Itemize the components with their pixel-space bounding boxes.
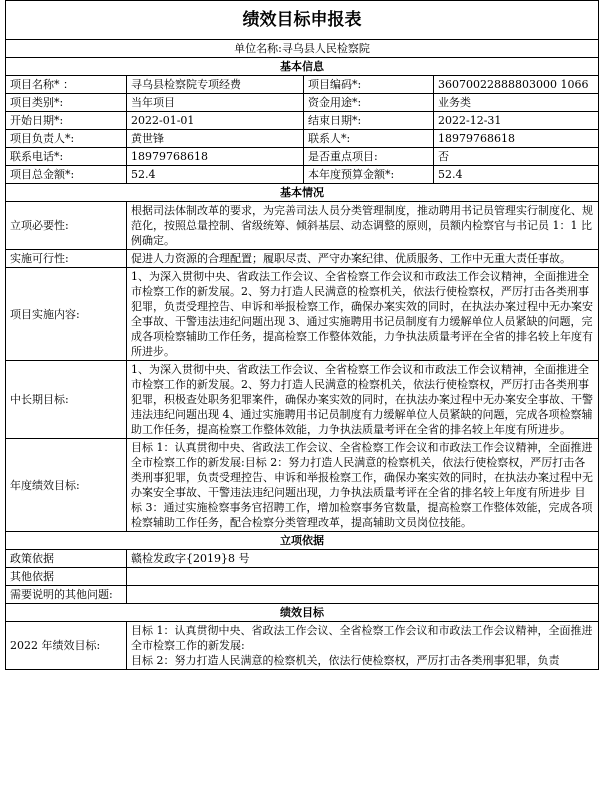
field-label: 年度绩效目标: xyxy=(6,439,127,532)
policy-basis: 赣检发政字{2019}8 号 xyxy=(127,550,599,568)
table-row xyxy=(6,94,599,112)
project-code: 36070022888803000 1066 xyxy=(434,76,599,94)
field-label: 立项必要性: xyxy=(6,202,127,250)
field-label: 其他依据 xyxy=(6,568,127,586)
field-label: 项目实施内容: xyxy=(6,268,127,361)
field-label: 结束日期*: xyxy=(304,112,434,130)
necessity-text: 根据司法体制改革的要求，为完善司法人员分类管理制度，推动聘用书记员管理实行制度化、规范化，按照总量控制、省级统筹、倾斜基层、动态调整的原则，员额内检察官与书记员 1：1 比例确定。 xyxy=(127,202,599,250)
field-label: 项目名称* ： xyxy=(6,76,127,94)
field-label: 联系电话*: xyxy=(6,148,127,166)
field-label: 联系人*: xyxy=(304,130,434,148)
field-label: 是否重点项目: xyxy=(304,148,434,166)
long-term-goal-text: 1、为深入贯彻中央、省政法工作会议、全省检察工作会议和市政法工作会议精神，全面推进全市检察工作的新发展。2、努力打造人民满意的检察机关，依法行使检察权，严厉打击各类刑事犯罪，积极查处职务犯罪案件，确保办案实效的同时，在执法办案过程中无办案安全事故、干警违法违纪问题出现 4、通过实施聘用书记员制度有力缓解单位人员紧缺的问题，完成各项检察辅助工作任务，提高检察工作整体效能，力争执法质量考评在全省的排名较上年度有所进步。 xyxy=(127,361,599,439)
other-basis xyxy=(127,568,599,586)
field-label: 资金用途*: xyxy=(304,94,434,112)
section-basis: 立项依据 xyxy=(6,532,599,550)
field-label: 中长期目标: xyxy=(6,361,127,439)
unit-name: 单位名称:寻乌县人民检察院 xyxy=(6,40,599,58)
contact-person: 18979768618 xyxy=(434,130,599,148)
table-row xyxy=(6,166,599,184)
start-date: 2022-01-01 xyxy=(127,112,304,130)
table-row xyxy=(6,148,599,166)
project-name: 寻乌县检察院专项经费 xyxy=(127,76,304,94)
field-label: 实施可行性: xyxy=(6,250,127,268)
field-label: 项目负责人*: xyxy=(6,130,127,148)
form-table xyxy=(5,0,599,670)
table-row xyxy=(6,130,599,148)
table-row xyxy=(6,550,599,568)
section-basic-info: 基本信息 xyxy=(6,58,599,76)
table-row xyxy=(6,202,599,250)
project-category: 当年项目 xyxy=(127,94,304,112)
section-basic-situation: 基本情况 xyxy=(6,184,599,202)
annual-budget: 52.4 xyxy=(434,166,599,184)
fund-usage: 业务类 xyxy=(434,94,599,112)
implementation-text: 1、为深入贯彻中央、省政法工作会议、全省检察工作会议和市政法工作会议精神，全面推进全市检察工作的新发展。2、努力打造人民满意的检察机关，依法行使检察权，严厉打击各类刑事犯罪，负责受理控告、申诉和举报检察工作，确保办案实效的同时，在执法办案过程中无办案安全事故、干警违法违纪问题出现 3、通过实施聘用书记员制度有力缓解单位人员紧缺的问题，完成各项检察辅助工作任务，提高检察工作整体效能，力争执法质量考评在全省的排名较上年度有所进步。 xyxy=(127,268,599,361)
table-row xyxy=(6,361,599,439)
annual-goal-text: 目标 1：认真贯彻中央、省政法工作会议、全省检察工作会议和市政法工作会议精神，全面推进全市检察工作的新发展:目标 2：努力打造人民满意的检察机关，依法行使检察权，严厉打击各类刑事犯罪，负责受理控告、申诉和举报检察工作，确保办案实效的同时，在执法办案过程中无办案安全事故、干警违法违纪问题出现，力争执法质量考评在全省的排名较上年度有所进步 目标 3：通过实施检察事务官招聘工作，增加检察事务官数量，提高检察工作整体效能，完成各项检察辅助工作任务，配合检察分类管理改革，提高辅助文员岗位技能。 xyxy=(127,439,599,532)
field-label: 需要说明的其他问题: xyxy=(6,586,127,604)
contact-phone: 18979768618 xyxy=(127,148,304,166)
table-row xyxy=(6,250,599,268)
field-label: 政策依据 xyxy=(6,550,127,568)
table-row xyxy=(6,568,599,586)
field-label: 本年度预算金额*: xyxy=(304,166,434,184)
table-row xyxy=(6,622,599,670)
field-label: 项目类别*: xyxy=(6,94,127,112)
field-label: 项目编码*: xyxy=(304,76,434,94)
end-date: 2022-12-31 xyxy=(434,112,599,130)
table-row xyxy=(6,76,599,94)
table-row xyxy=(6,586,599,604)
performance-goal-form xyxy=(5,0,598,670)
table-row xyxy=(6,112,599,130)
total-amount: 52.4 xyxy=(127,166,304,184)
is-key-project: 否 xyxy=(434,148,599,166)
other-notes xyxy=(127,586,599,604)
table-row xyxy=(6,439,599,532)
section-goals: 绩效目标 xyxy=(6,604,599,622)
field-label: 开始日期*: xyxy=(6,112,127,130)
form-title: 绩效目标申报表 xyxy=(6,1,599,40)
table-row xyxy=(6,268,599,361)
field-label: 2022 年绩效目标: xyxy=(6,622,127,670)
field-label: 项目总金额*: xyxy=(6,166,127,184)
project-leader: 黄世锋 xyxy=(127,130,304,148)
feasibility-text: 促进人力资源的合理配置；履职尽责、严守办案纪律、优质服务、工作中无重大责任事故。 xyxy=(127,250,599,268)
goals-2022-text: 目标 1：认真贯彻中央、省政法工作会议、全省检察工作会议和市政法工作会议精神，全面推进全市检察工作的新发展: 目标 2：努力打造人民满意的检察机关，依法行使检察权，严厉打击各类刑事犯罪，负责 xyxy=(127,622,599,670)
